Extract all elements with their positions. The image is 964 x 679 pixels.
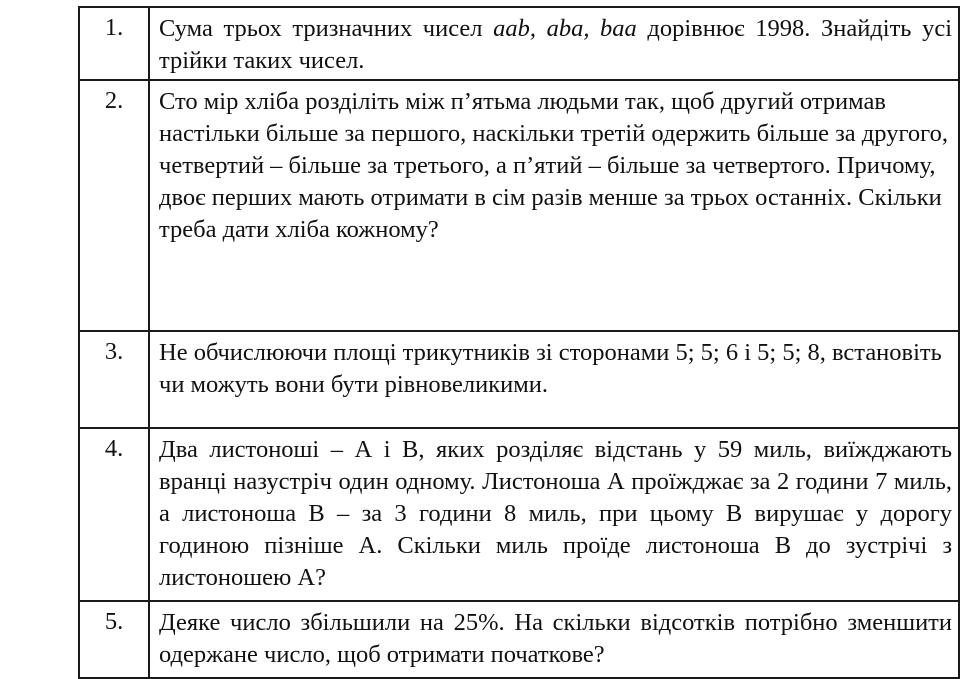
problem-number: 3.	[104, 338, 124, 365]
problem-text: Деяке число збільшили на 25%. На скільки відсотків потрібно зменшити одержане число, щоб отримати початкове?	[159, 609, 952, 668]
problem-number-cell	[79, 428, 149, 601]
problem-text	[159, 13, 952, 77]
problem-number: 2.	[104, 87, 124, 114]
problem-text: Два листоноші – А і В, яких розділяє відстань у 59 миль, виїжджають вранці назустріч один одному. Листоноша А проїжджає за 2 години 7 миль, а листоноша В – за 3 години 8 миль, при цьому В вирушає у дорогу годиною пізніше А. Скільки миль проїде листоноша В до зустрічі з листоношею А?	[159, 436, 952, 591]
problem-row-2	[79, 80, 959, 331]
problem-number: 5.	[104, 608, 124, 635]
problems-table	[78, 6, 960, 679]
problem-number-cell	[79, 601, 149, 678]
problem-number: 1.	[104, 14, 124, 41]
problem-text: Сто мір хліба розділіть між п’ятьма людьми так, щоб другий отримав настільки більше за першого, наскільки третій одержить більше за другого, четвертий – більше за третього, а п’ятий – більше за четвертого. Причому, двоє перших мають отримати в сім разів менше за трьох останніх. Скільки треба дати хліба кожному?	[159, 88, 948, 243]
problem-row-3	[79, 331, 959, 428]
problem-text-cell	[149, 7, 959, 80]
problem-text-cell	[149, 428, 959, 601]
problem-text: Не обчислюючи площі трикутників зі сторонами 5; 5; 6 і 5; 5; 8, встановіть чи можуть вони бути рівновеликими.	[159, 339, 942, 398]
problem-text-cell	[149, 331, 959, 428]
problem-text-part: Сума трьох тризначних чисел	[159, 15, 494, 42]
problem-number-cell	[79, 331, 149, 428]
problem-row-4	[79, 428, 959, 601]
problem-variables: aab, aba, baa	[493, 15, 637, 42]
problem-text-cell	[149, 80, 959, 331]
problem-text-part: дорівнює 1998. Знайдіть усі трійки таких чисел.	[159, 15, 953, 74]
problem-number-cell	[79, 7, 149, 80]
problem-row-1	[79, 7, 959, 80]
problem-number: 4.	[104, 435, 124, 462]
problem-number-cell	[79, 80, 149, 331]
problem-row-5	[79, 601, 959, 678]
problem-text-cell	[149, 601, 959, 678]
